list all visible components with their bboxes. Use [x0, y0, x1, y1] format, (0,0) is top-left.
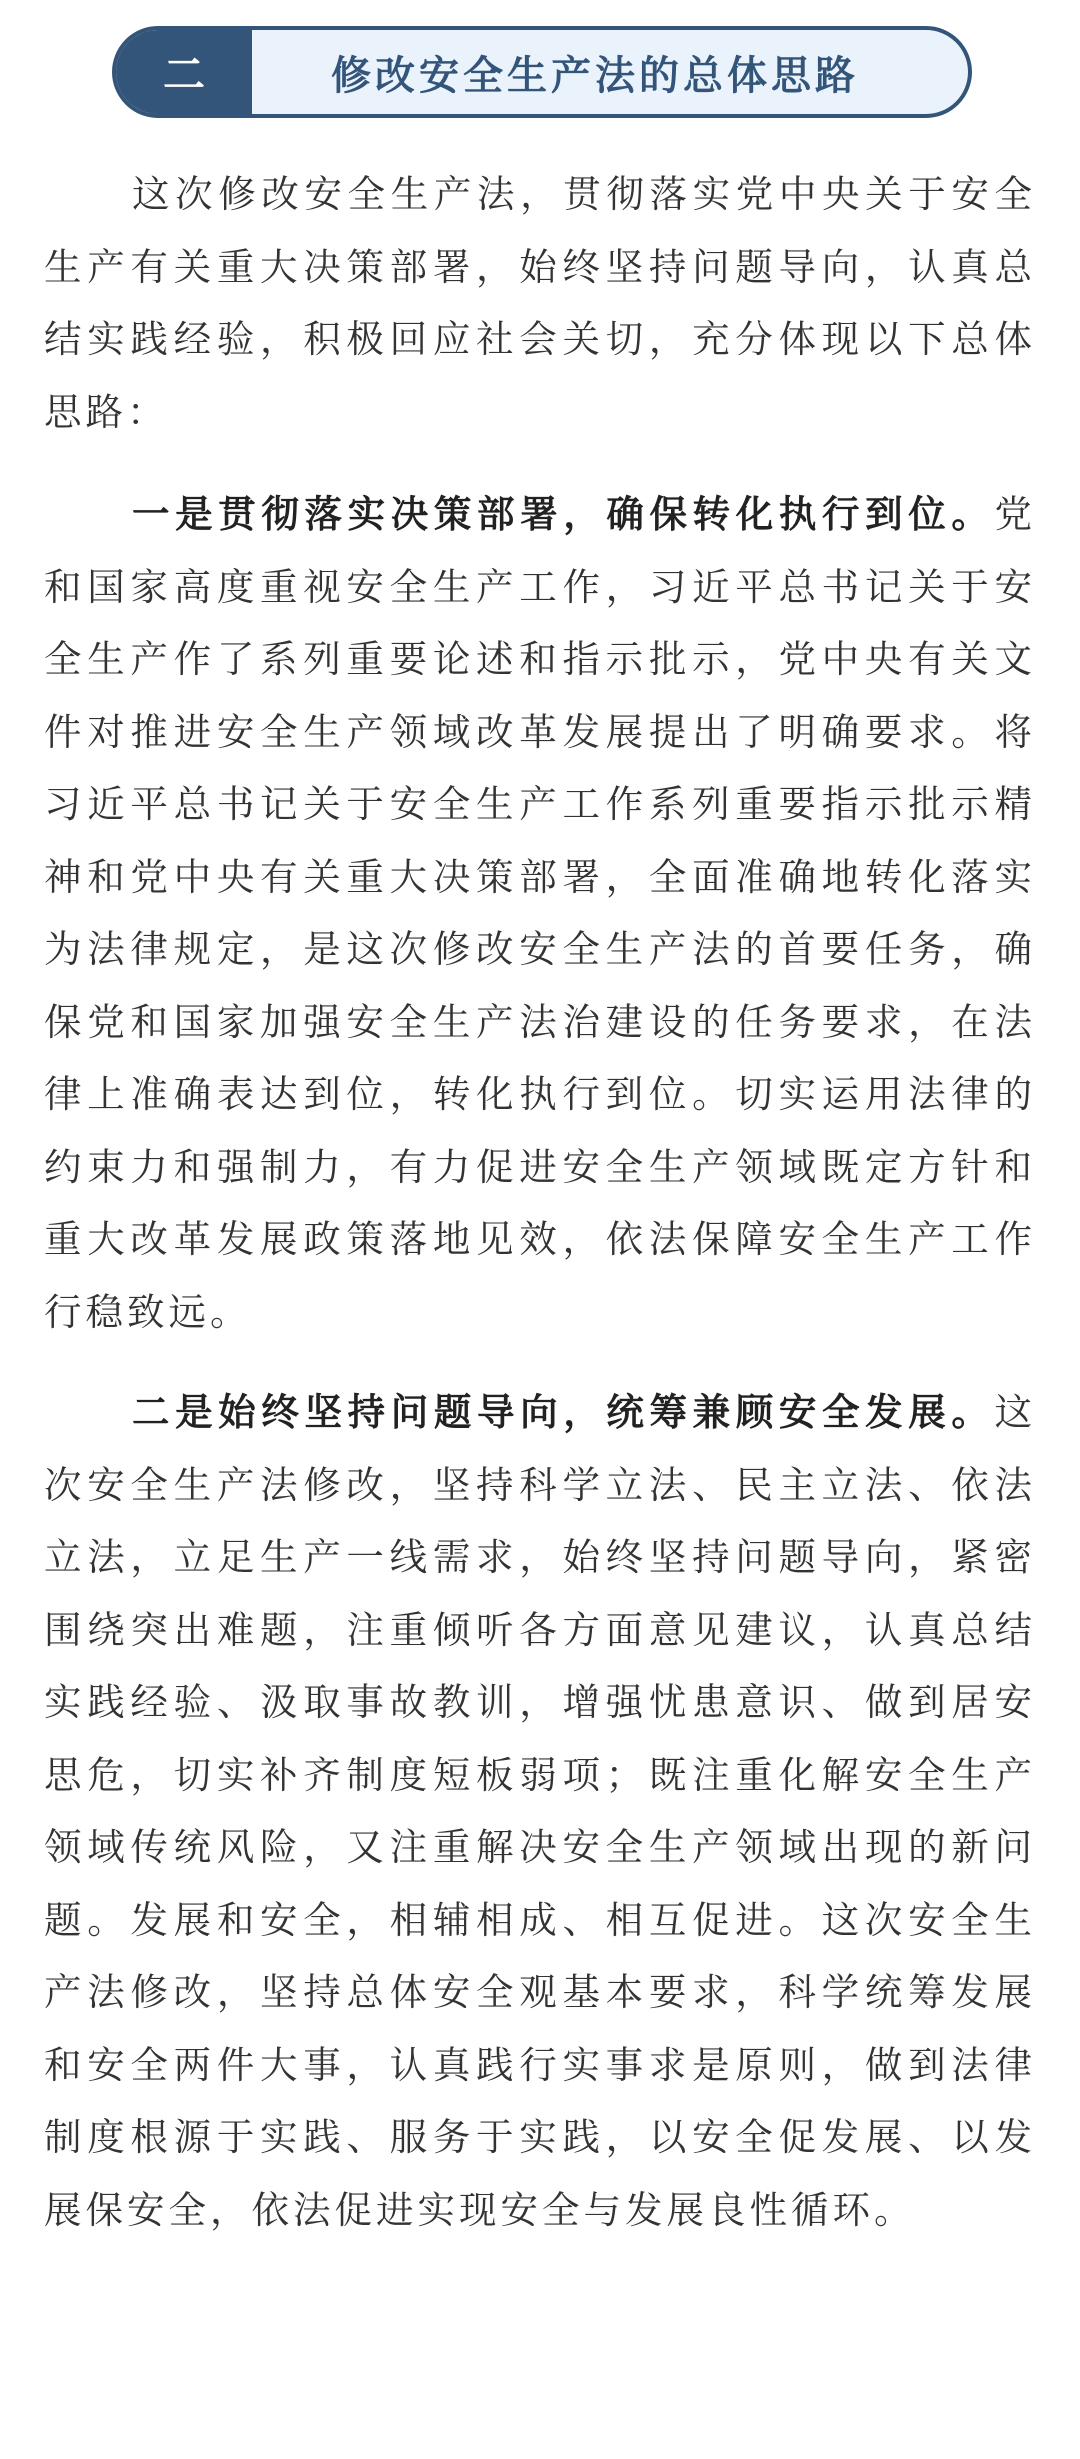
section-number-badge: 二 [116, 30, 252, 114]
point-one-paragraph [44, 478, 1036, 1348]
section-header-banner [112, 26, 972, 118]
point-two-paragraph [44, 1376, 1036, 2246]
section-title: 修改安全生产法的总体思路 [331, 52, 859, 99]
paragraph-lead: 一是贯彻落实决策部署，确保转化执行到位。 [132, 492, 995, 536]
paragraph-text: 党和国家高度重视安全生产工作，习近平总书记关于安全生产作了系列重要论述和指示批示，党中央有关文件对推进安全生产领域改革发展提出了明确要求。将习近平总书记关于安全生产工作系列重要指示批示精神和党中央有关重大决策部署，全面准确地转化落实为法律规定，是这次修改安全生产法的首要任务，确保党和国家加强安全生产法治建设的任务要求，在法律上准确表达到位，转化执行到位。切实运用法律的约束力和强制力，有力促进安全生产领域既定方针和重大改革发展政策落地见效，依法保障安全生产工作行稳致远。 [44, 492, 1036, 1334]
paragraph-text: 这次修改安全生产法，贯彻落实党中央关于安全生产有关重大决策部署，始终坚持问题导向，认真总结实践经验，积极回应社会关切，充分体现以下总体思路： [44, 172, 1036, 434]
paragraph-text: 这次安全生产法修改，坚持科学立法、民主立法、依法立法，立足生产一线需求，始终坚持问题导向，紧密围绕突出难题，注重倾听各方面意见建议，认真总结实践经验、汲取事故教训，增强忧患意识、做到居安思危，切实补齐制度短板弱项；既注重化解安全生产领域传统风险，又注重解决安全生产领域出现的新问题。发展和安全，相辅相成、相互促进。这次安全生产法修改，坚持总体安全观基本要求，科学统筹发展和安全两件大事，认真践行实事求是原则，做到法律制度根源于实践、服务于实践，以安全促发展、以发展保安全，依法促进实现安全与发展良性循环。 [44, 1390, 1036, 2232]
article-body [44, 158, 1036, 2246]
intro-paragraph [44, 158, 1036, 448]
paragraph-lead: 二是始终坚持问题导向，统筹兼顾安全发展。 [132, 1390, 995, 1434]
